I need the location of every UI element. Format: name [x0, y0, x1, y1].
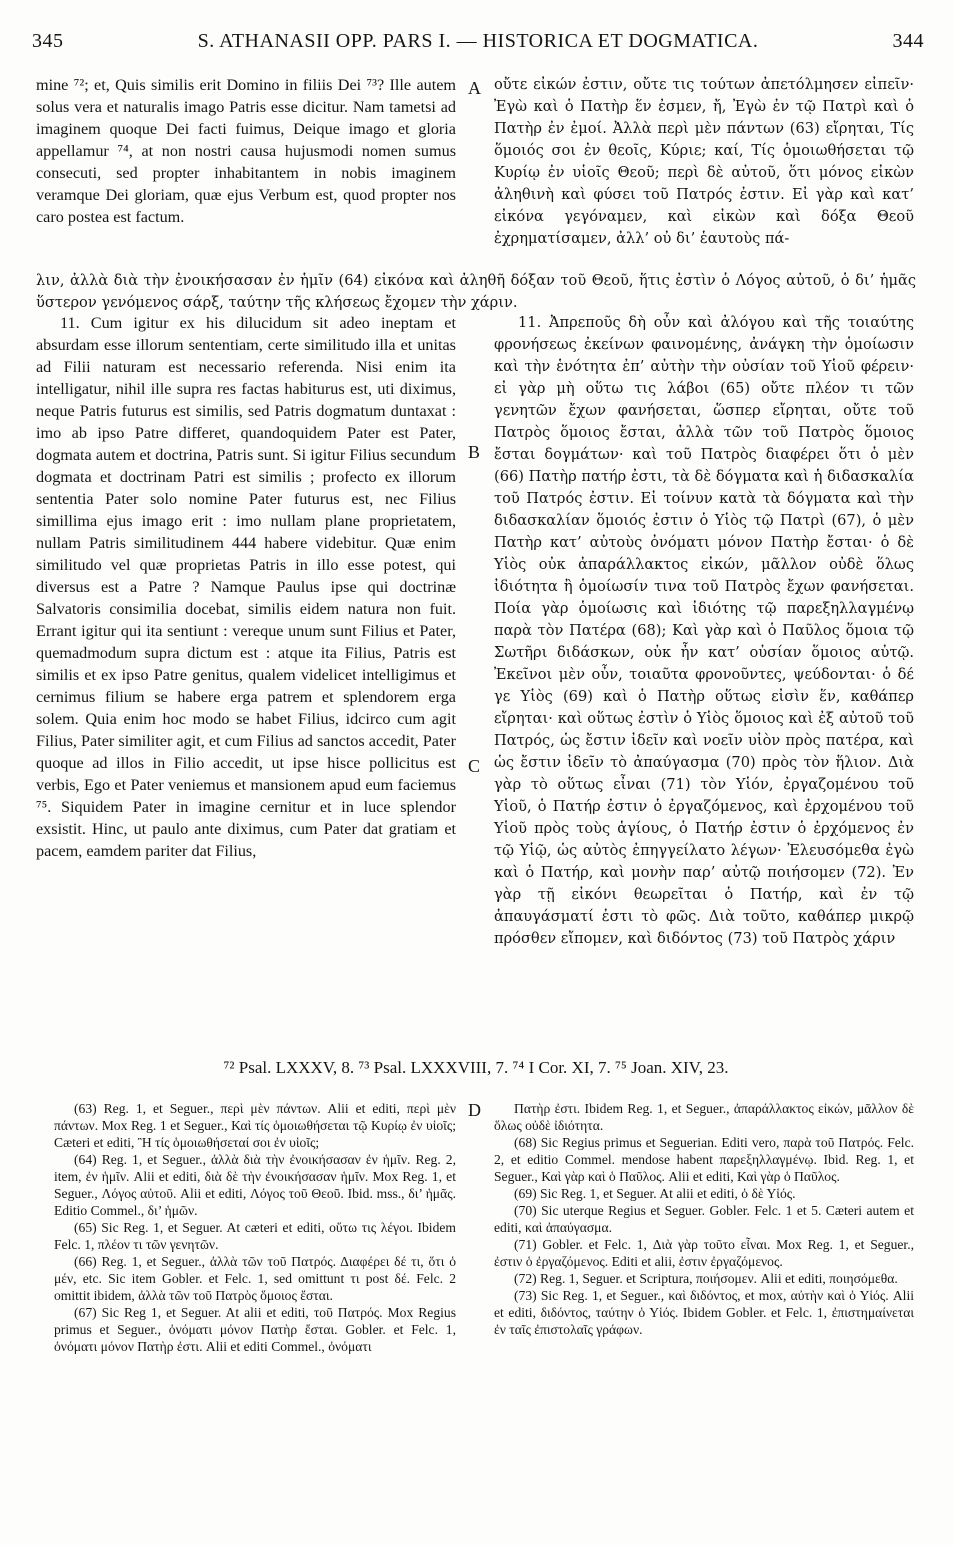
latin-column-main	[36, 312, 456, 860]
footnote: (68) Sic Regius primus et Seguerian. Editi vero, παρὰ τοῦ Πατρός. Felc. 2, et editio Commel. mendose habent παρεξηλλαγμένῳ. Ibid. Reg. 1, et Seguer., Καὶ γὰρ καὶ ὁ Παῦλος. Alii et editi, Καὶ γὰρ ὁ Παῦλος.	[494, 1135, 914, 1184]
running-title: S. ATHANASII OPP. PARS I. — HISTORICA ET DOGMATICA.	[197, 30, 759, 52]
margin-marker-b: B	[468, 442, 481, 462]
greek-paragraph: 11. Ἀπρεποῦς δὴ οὖν καὶ ἀλόγου καὶ τῆς τοιαύτης φρονήσεως ἐκείνων φαινομένης, ἀνάγκη τὴν ὁμοίωσιν καὶ τὴν ἑνότητα ἐπ’ αὐτὴν τὴν οὐσίαν τοῦ Υἱοῦ φέρειν· εἰ γὰρ μὴ οὕτω τις λάβοι (65) οὔτε πλέον τι τῶν γενητῶν ἔχων φανήσεται, ὥσπερ εἴρηται, οὔτε τοῦ Πατρὸς ὅμοιος ἔσται, ἀλλὰ τῶν τοῦ Πατρὸς ὅμοιος ἔσται δογμάτων· καὶ τοῦ Πατρὸς διαφέρει ὅτι ὁ μὲν (66) Πατὴρ πατήρ ἐστι, τὰ δὲ δόγματα καὶ ἡ διδασκαλία τοῦ Πατρός ἐστιν. Εἰ τοίνυν κατὰ τὰ δόγματα καὶ τὴν διδασκαλίαν ὅμοιός ἐστιν ὁ Υἱὸς τῷ Πατρὶ (67), ὁ μὲν Πατὴρ κατ’ αὐτοὺς ὀνόματι μόνον Πατὴρ ἔσται· ὁ δὲ Υἱὸς οὐκ ἀπαράλλακτος εἰκών, μᾶλλον οὐδὲ ὅλως ἰδιότητα ἢ ὁμοίωσίν τινα τοῦ Πατρὸς ἔχων φανήσεται. Ποία γὰρ ὁμοίωσις καὶ ἰδιότης τῷ παρεξηλλαγμένῳ παρὰ τὸν Πατέρα (68); Καὶ γὰρ καὶ ὁ Παῦλος ὅμοια τῷ Σωτῆρι διδάσκων, οὐκ ἦν κατ’ οὐσίαν ὅμοιος αὐτῷ. Ἐκεῖνοι μὲν οὖν, τοιαῦτα φρονοῦντες, ψεύδονται· ὁ δέ γε Υἱὸς (69) καὶ ὁ Πατὴρ οὕτως εἰσὶν ἕν, καθάπερ εἴρηται· καὶ οὕτως ἐστὶν ὁ Υἱὸς ὅμοιος καὶ ἐξ αὐτοῦ τοῦ Πατρός, ὡς ἔστιν ἰδεῖν καὶ νοεῖν υἱὸν πρὸς πατέρα, καὶ ὡς ἔστιν ἰδεῖν τὸ ἀπαύγασμα (70) πρὸς τὸν ἥλιον. Διὰ γὰρ τὸ οὕτως εἶναι (71) τὸν Υἱόν, ἐργαζομένου τοῦ Υἱοῦ, ὁ Πατήρ ἐστιν ὁ ἐργαζόμενος, καὶ ἐρχομένου τοῦ Υἱοῦ πρὸς τοὺς ἁγίους, ὁ Πατήρ ἐστιν ὁ ἐρχόμενος ἐν τῷ Υἱῷ, ὡς αὐτὸς ἐπηγγείλατο λέγων· Ἐλευσόμεθα ἐγὼ καὶ ὁ Πατήρ, καὶ μονὴν παρ’ αὐτῷ ποιήσομεν (72). Ἐν γὰρ τῇ εἰκόνι θεωρεῖται ὁ Πατήρ, καὶ ἐν τῷ ἀπαυγάσματί ἐστι τὸ φῶς. Διὰ τοῦτο, καθάπερ μικρῷ πρόσθεν εἴπομεν, καὶ διδόντος (73) τοῦ Πατρὸς χάριν	[494, 314, 914, 947]
footnote: (67) Sic Reg 1, et Seguer. At alii et editi, τοῦ Πατρός. Mox Regius primus et Seguer., ὀνόματι μόνον Πατὴρ ἔσται. Gobler. et Felc. 1, ὀνόματι μόνον Πατὴρ ἐστι. Alii et editi Commel., ὀνόματι	[54, 1305, 456, 1354]
footnote: (64) Reg. 1, et Seguer., ἀλλὰ διὰ τὴν ἐνοικήσασαν ἐν ἡμῖν. Reg. 2, item, ἐν ἡμῖν. Alii et editi, διὰ δὲ τὴν ἐνοικήσασαν ἡμῖν. Mox Reg. 1, et Seguer., Λόγος αὐτοῦ. Alii et editi, Λόγος τοῦ Θεοῦ. Ibid. mss., δι’ ἡμᾶς. Editio Commel., δι’ ἡμῶν.	[54, 1152, 456, 1218]
page-number-left: 345	[32, 30, 64, 52]
footnote: (70) Sic uterque Regius et Seguer. Gobler. Felc. 1 et 5. Cæteri autem et editi, καὶ ἀπαύγασμα.	[494, 1203, 914, 1235]
margin-marker-d: D	[468, 1100, 481, 1120]
margin-marker-a: A	[468, 78, 481, 98]
footnote: (66) Reg. 1, et Seguer., ἀλλὰ τῶν τοῦ Πατρός. Διαφέρει δέ τι, ὅτι ὁ μέν, etc. Sic item Gobler. et Felc. 1, sed omittunt τι post δέ. Felc. 2 omittit ibidem, ἀλλὰ τῶν τοῦ Πατρὸς ὅμοιος ἔσται.	[54, 1254, 456, 1303]
margin-marker-c: C	[468, 756, 481, 776]
footnote: (72) Reg. 1, Seguer. et Scriptura, ποιήσομεν. Alii et editi, ποιησόμεθα.	[514, 1271, 898, 1286]
footnotes-right	[494, 1100, 914, 1338]
footnote: Πατὴρ ἐστι. Ibidem Reg. 1, et Seguer., ἀπαράλλακτος εἰκών, μᾶλλον δὲ ὅλως οὐδὲ ἰδιότητα.	[494, 1101, 914, 1133]
latin-column-top	[36, 74, 456, 267]
footnote: (71) Gobler. et Felc. 1, Διὰ γὰρ τοῦτο εἶναι. Mox Reg. 1, et Seguer., ἐστιν ὁ ἐργαζόμενος. Editi et alii, ἐστιν ἐργαζόμενος.	[494, 1237, 914, 1269]
footnote: (63) Reg. 1, et Seguer., περὶ μὲν πάντων. Alii et editi, περὶ μὲν πάντων. Mox Reg. 1 et Seguer., Καὶ τίς ὁμοιωθήσεται τῷ Κυρίῳ ἐν υἱοῖς; Cæteri et editi, Ἢ τίς ὁμοιωθήσεταί σοι ἐν υἱοῖς;	[54, 1101, 456, 1150]
page-number-right: 344	[892, 30, 924, 52]
footnotes-left	[54, 1100, 456, 1355]
page-header	[32, 30, 924, 60]
footnote: (73) Sic Reg. 1, et Seguer., καὶ διδόντος, et mox, αὐτὴν καὶ ὁ Υἱός. Alii et editi, διδόντος, ταύτην ὁ Υἱός. Ibidem Gobler. et Felc. 1, ἐπιστημαίνεται ἐν ταῖς ἐπιστολαῖς γράφων.	[494, 1288, 914, 1337]
scripture-references: ⁷² Psal. LXXXV, 8. ⁷³ Psal. LXXXVIII, 7. ⁷⁴ I Cor. XI, 7. ⁷⁵ Joan. XIV, 23.	[223, 1058, 729, 1077]
greek-column-main	[494, 312, 914, 947]
greek-column-top	[494, 74, 914, 267]
footnote: (65) Sic Reg. 1, et Seguer. At cæteri et editi, οὕτω τις λέγοι. Ibidem Felc. 1, πλέον τι τῶν γενητῶν.	[54, 1220, 456, 1252]
spanning-line: λιν, ἀλλὰ διὰ τὴν ἐνοικήσασαν ἐν ἡμῖν (64) εἰκόνα καὶ ἀληθῆ δόξαν τοῦ Θεοῦ, ἥτις ἐστὶν ὁ Λόγος αὐτοῦ, ὁ δι’ ἡμᾶς ὕστερον γενόμενος σάρξ, ταύτην τῆς κλήσεως ἔχομεν τὴν χάριν.	[36, 272, 916, 311]
footnote: (69) Sic Reg. 1, et Seguer. At alii et editi, ὁ δὲ Υἱός.	[514, 1186, 796, 1201]
greek-paragraph: οὔτε εἰκών ἐστιν, οὔτε τις τούτων ἀπετόλμησεν εἰπεῖν· Ἐγὼ καὶ ὁ Πατὴρ ἕν ἐσμεν, ἤ, Ἐγὼ ἐν τῷ Πατρὶ καὶ ὁ Πατὴρ ἐν ἐμοί. Ἀλλὰ περὶ μὲν πάντων (63) εἴρηται, Τίς ὅμοιός σοι ἐν θεοῖς, Κύριε; καί, Τίς ὁμοιωθήσεται τῷ Κυρίῳ ἐν υἱοῖς Θεοῦ; περὶ δὲ αὐτοῦ, ὅτι μόνος εἰκὼν ἀληθινὴ καὶ φύσει τοῦ Πατρός ἐστιν. Εἰ γὰρ καὶ κατ’ εἰκόνα γεγόναμεν, καὶ εἰκὼν καὶ δόξα Θεοῦ ἐχρηματίσαμεν, ἀλλ’ οὐ δι’ ἑαυτοὺς πά-	[494, 76, 914, 247]
latin-paragraph: 11. Cum igitur ex his dilucidum sit adeo ineptam et absurdam esse illorum sententiam, certe similitudo illa et unitas ad Filii naturam est necessario referenda. Nisi enim ita intelligatur, nihil ille supra res factas habiturus est, uti diximus, neque Patris futurus est similis, sed Patris dogmatum duntaxat : imo ab ipso Patre differet, quandoquidem Pater est Pater, dogmata autem et doctrina, Patris sunt. Si igitur Filius secundum dogmata et doctrinam Patri est similis ; profecto ex illorum sententia Pater solo nomine Pater futurus est, nec Filius simillima ejus imago erit : imo nullam plane proprietatem, nullam Patris similitudinem 444 habere videbitur. Quæ enim similitudo vel quæ proprietas Patris in illo esse potest, qui diversus est a Patre ? Namque Paulus ipse qui doctrinæ Salvatoris consimilia docebat, similis eidem natura non fuit. Errant igitur qui ita sentiunt : vereque unum sunt Filius et Pater, quemadmodum supra dictum est : atque ita Filius, Patris est similis et ex ipso Patre genitus, qualem videlicet intelligimus et cernimus filium se habere erga patrem et splendorem erga solem. Quia enim hoc modo se habet Filius, idcirco cum agit Filius, Pater similiter agit, et cum Filius ad sanctos accedit, Pater quoque ad illos in Filio accedit, ut ipse hisce pollicitus est verbis, Ego et Pater veniemus et mansionem apud eum faciemus ⁷⁵. Siquidem Pater in imagine cernitur et in luce splendor exsistit. Hinc, ut paulo ante diximus, cum Pater dat gratiam et pacem, eamdem pariter dat Filius,	[36, 314, 456, 860]
latin-paragraph: mine ⁷²; et, Quis similis erit Domino in filiis Dei ⁷³? Ille autem solus vera et naturalis imago Patris esse dicitur. Nam tametsi ad imaginem quoque Dei facti fuimus, Deique imago et gloria appellamur ⁷⁴, at non nostri causa hujusmodi nomen sumus consecuti, sed propter inhabitantem in nobis imaginem veramque Dei gloriam, quæ ejus Verbum est, quod propter nos caro postea est factum.	[36, 76, 456, 226]
